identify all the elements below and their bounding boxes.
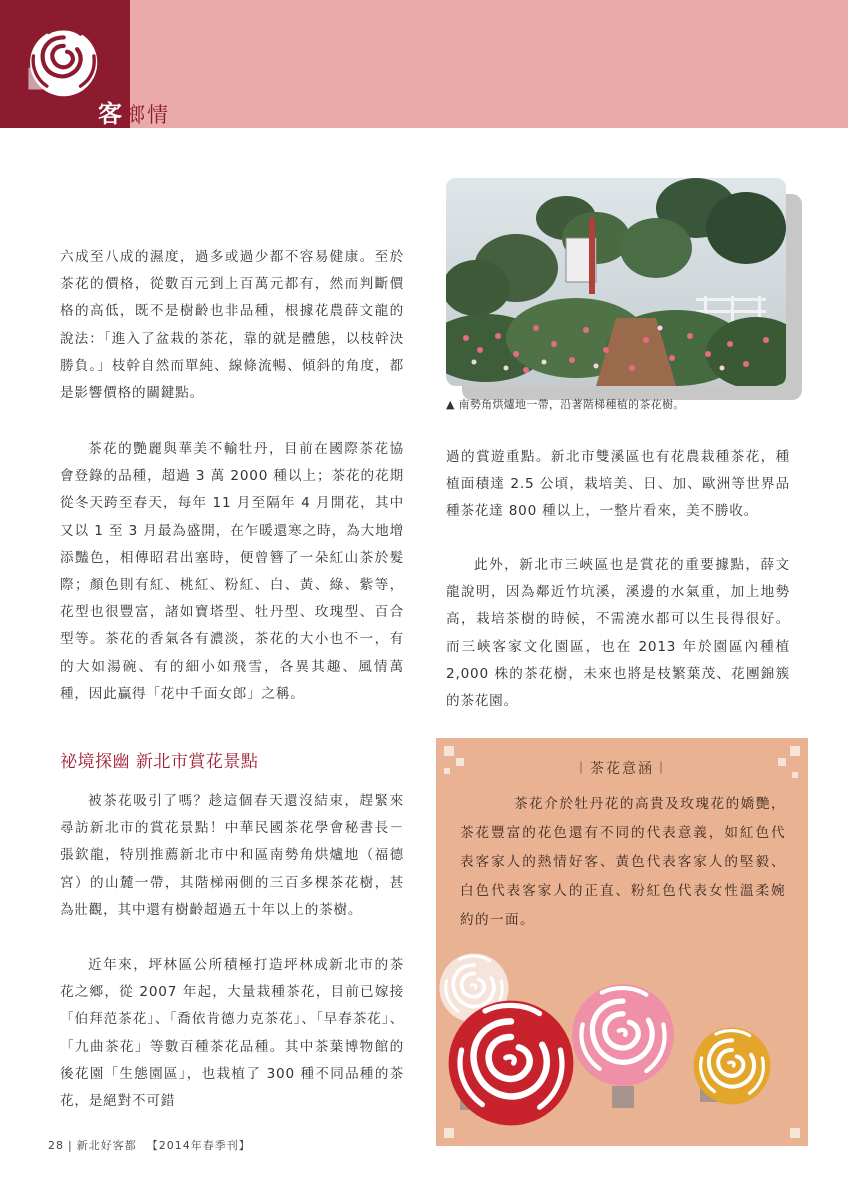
paragraph-sanxia: 此外，新北市三峽區也是賞花的重要據點，薛文龍說明，因為鄰近竹坑溪，溪邊的水氣重，加上地勢高，栽培茶樹的時候，不需澆水都可以生長得很好。而三峽客家文化園區，也在 2013 年於園區內種植 2,000 株的茶花樹，未來也將是枝繁葉茂、花團錦簇的茶花園。 bbox=[446, 557, 790, 710]
paragraph-nanshijiao: 被茶花吸引了嗎？趁這個春天還沒結束，趕緊來尋訪新北市的賞花景點！中華民國茶花學會秘書長－張欽龍，特別推薦新北市中和區南勢角烘爐地（福德宮）的山麓一帶，其階梯兩側的三百多棵茶花樹，甚為壯觀，其中還有樹齡超過五十年以上的茶樹。 bbox=[60, 793, 404, 918]
paragraph-humidity-price: 六成至八成的濕度，過多或過少都不容易健康。至於茶花的價格，從數百元到上百萬元都有，然而判斷價格的高低，既不是樹齡也非品種，根據花農薛文龍的說法：「進入了盆栽的茶花，靠的就是體態，以枝幹決勝負。」枝幹自然而單純、線條流暢、傾斜的角度，都是影響價格的關鍵點。 bbox=[60, 249, 404, 402]
camellia-hillside-photo bbox=[446, 178, 786, 386]
section-header-rest: 鄉情 bbox=[124, 103, 170, 127]
magazine-name: 新北好客都 bbox=[76, 1139, 137, 1152]
page-footer: 28 | 新北好客都 【2014年春季刊】 bbox=[48, 1139, 251, 1152]
camellia-illustration-icon bbox=[436, 946, 808, 1146]
photo-caption: ▲ 南勢角烘爐地一帶，沿著階梯種植的茶花樹。 bbox=[446, 398, 685, 411]
issue-label: 【2014年春季刊】 bbox=[146, 1139, 251, 1152]
section-header-first-char: 客 bbox=[98, 100, 123, 128]
camellia-meaning-box bbox=[436, 738, 808, 1146]
paragraph-pinglin: 近年來，坪林區公所積極打造坪林成新北市的茶花之鄉，從 2007 年起，大量栽種茶花，目前已嫁接「伯拜范茶花」、「喬依肯德力克茶花」、「早春茶花」、「九曲茶花」等數百種茶花品種。其中茶葉博物館的後花園「生態園區」，也栽植了 300 種不同品種的茶花，是絕對不可錯 bbox=[60, 957, 404, 1110]
page-number: 28 bbox=[48, 1139, 64, 1152]
header-band-pink bbox=[130, 0, 848, 128]
section-header-title bbox=[98, 94, 170, 128]
paragraph-shuangxi: 過的賞遊重點。新北市雙溪區也有花農栽種茶花，種植面積達 2.5 公頃，栽培美、日、加、歐洲等世界品種茶花達 800 種以上，一整片看來，美不勝收。 bbox=[446, 449, 790, 520]
sidebar-title: ︱茶花意涵︱ bbox=[574, 761, 670, 777]
sidebar-text: 茶花介於牡丹花的高貴及玫瑰花的嬌艷，茶花豐富的花色還有不同的代表意義，如紅色代表客家人的熱情好客、黃色代表客家人的堅毅、白色代表客家人的正直、粉紅色代表女性溫柔婉約的一面。 bbox=[460, 796, 786, 928]
paragraph-camellia-varieties: 茶花的艷麗與華美不輸牡丹，目前在國際茶花協會登錄的品種，超過 3 萬 2000 種以上；茶花的花期從冬天跨至春天，每年 11 月至隔年 4 月開花，其中又以 1 至 3 月最為盛開，在乍暖還寒之時，為大地增添豔色，相傳昭君出塞時，便曾簪了一朵紅山茶於髮際；顏色則有紅、桃紅、粉紅、白、黃、綠、紫等，花型也很豐富，諸如寶塔型、牡丹型、玫瑰型、百合型等。茶花的香氣各有濃淡，茶花的大小也不一，有的大如湯碗、有的細小如飛雪，各異其趣、風情萬種，因此贏得「花中千面女郎」之稱。 bbox=[60, 441, 404, 702]
section-title: 祕境探幽 新北市賞花景點 bbox=[60, 752, 259, 772]
rose-logo-icon bbox=[20, 24, 104, 108]
